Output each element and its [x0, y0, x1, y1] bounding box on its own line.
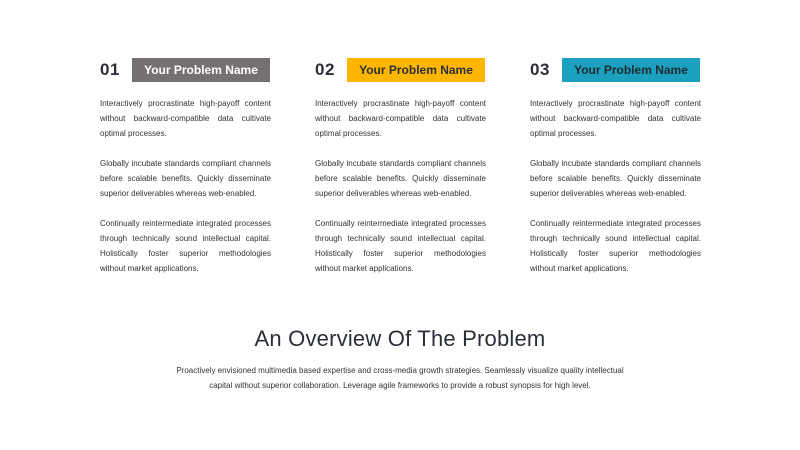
- problem-paragraph: Globally incubate standards compliant channels before scalable benefits. Quickly disseminate superior deliverables whereas web-enabled.: [315, 159, 486, 198]
- problem-paragraph: Interactively procrastinate high-payoff content without backward-compatible data cultivate optimal processes.: [315, 99, 486, 138]
- problem-paragraph: Continually reintermediate integrated processes through technically sound intellectual capital. Holistically foster superior methodologies without market applications.: [100, 219, 271, 273]
- problem-column-2: [315, 58, 486, 276]
- problem-paragraph: Globally incubate standards compliant channels before scalable benefits. Quickly disseminate superior deliverables whereas web-enabled.: [530, 159, 701, 198]
- problem-column-3: [530, 58, 701, 276]
- problem-paragraph: Continually reintermediate integrated processes through technically sound intellectual capital. Holistically foster superior methodologies without market applications.: [315, 219, 486, 273]
- problem-column-1: [100, 58, 271, 276]
- problem-number: 02: [315, 60, 335, 79]
- problem-number: 03: [530, 60, 550, 79]
- problem-header-1: [100, 58, 271, 82]
- problem-header-2: [315, 58, 486, 82]
- problem-name-label: Your Problem Name: [562, 58, 700, 82]
- problem-name-label: Your Problem Name: [347, 58, 485, 82]
- overview-body: Proactively envisioned multimedia based expertise and cross-media growth strategies. Seamlessly visualize quality intellectual capital without superior collaboration. Leverage agile frameworks to provide a robust synopsis for high level.: [176, 366, 624, 390]
- problem-paragraph: Continually reintermediate integrated processes through technically sound intellectual capital. Holistically foster superior methodologies without market applications.: [530, 219, 701, 273]
- problem-name-label: Your Problem Name: [132, 58, 270, 82]
- problem-header-3: [530, 58, 701, 82]
- problem-paragraph: Interactively procrastinate high-payoff content without backward-compatible data cultivate optimal processes.: [100, 99, 271, 138]
- problem-paragraph: Globally incubate standards compliant channels before scalable benefits. Quickly disseminate superior deliverables whereas web-enabled.: [100, 159, 271, 198]
- problem-paragraph: Interactively procrastinate high-payoff content without backward-compatible data cultivate optimal processes.: [530, 99, 701, 138]
- overview-title: An Overview Of The Problem: [254, 326, 546, 351]
- problem-number: 01: [100, 60, 120, 79]
